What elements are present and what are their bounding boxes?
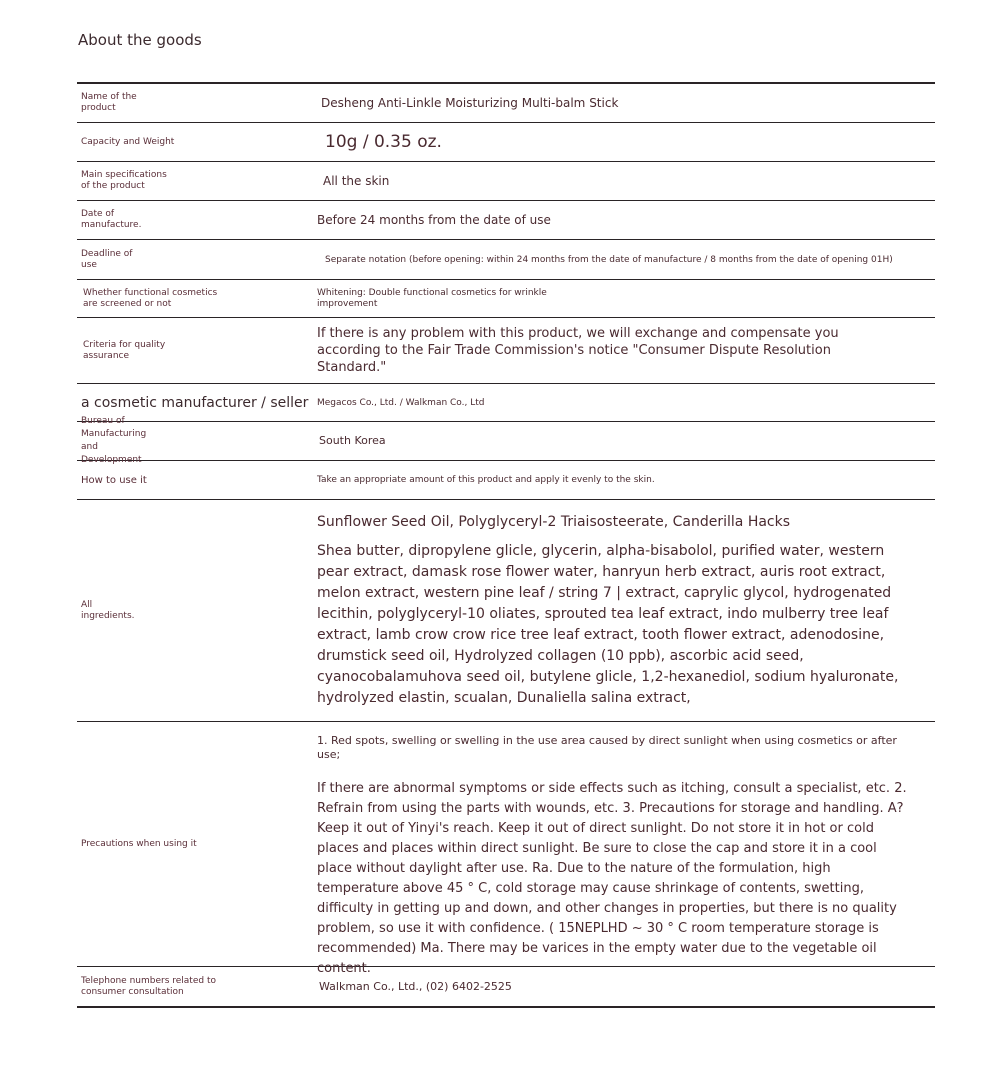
table-row	[77, 500, 935, 722]
row-value: If there is any problem with this product, we will exchange and compensate you according to the Fair Trade Commission's notice "Consumer Dispute Resolution Standard."	[317, 326, 839, 375]
row-label: Telephone numbers related to consumer consultation	[81, 975, 216, 997]
row-value: Take an appropriate amount of this product and apply it evenly to the skin.	[317, 475, 655, 485]
row-label: Bureau of Manufacturing and Development	[81, 416, 147, 465]
row-value: Desheng Anti-Linkle Moisturizing Multi-balm Stick	[321, 96, 619, 110]
row-value: Whitening: Double functional cosmetics for wrinkle improvement	[317, 287, 547, 309]
row-label: Date of manufacture.	[81, 209, 142, 230]
row-label: Capacity and Weight	[81, 136, 175, 147]
row-label: Deadline of use	[81, 248, 133, 270]
table-row	[77, 722, 935, 976]
table-row	[77, 416, 935, 465]
table-row	[77, 384, 935, 422]
row-label: Precautions when using it	[81, 838, 197, 849]
row-value: Walkman Co., Ltd., (02) 6402-2525	[319, 979, 512, 993]
table-row	[77, 162, 935, 201]
table-row	[77, 240, 935, 280]
row-value: 10g / 0.35 oz.	[325, 132, 442, 152]
row-value: All the skin	[323, 174, 390, 188]
row-label: Main specifications of the product	[81, 170, 167, 191]
table-row	[77, 967, 935, 1008]
table-row	[77, 84, 935, 123]
row-value: South Korea	[319, 434, 386, 447]
table-row	[77, 280, 935, 318]
row-label: a cosmetic manufacturer / seller	[81, 394, 309, 411]
row-label: All ingredients.	[81, 599, 135, 621]
row-label: Whether functional cosmetics are screened or not	[83, 287, 218, 309]
row-value: Before 24 months from the date of use	[317, 213, 551, 227]
ingredients-first-line: Sunflower Seed Oil, Polyglyceryl-2 Triaisosteerate, Canderilla Hacks	[317, 514, 791, 530]
table-row	[77, 318, 935, 384]
ingredients-list: Shea butter, dipropylene glicle, glycerin, alpha-bisabolol, purified water, western pear extract, damask rose flower water, hanryun herb extract, auris root extract, melon extract, western pine leaf / string 7 | extract, caprylic glycol, hydrogenated lecithin, polyglyceryl-10 oliates, sprouted tea leaf extract, indo mulberry tree leaf extract, lamb crow crow rice tree leaf extract, tooth flower extract, adenodosine, drumstick seed oil, Hydrolyzed collagen (10 ppb), ascorbic acid seed, cyanocobalamuhova seed oil, butylene glicle, 1,2-hexanediol, sodium hyaluronate, hydrolyzed elastin, scualan, Dunaliella salina extract,	[317, 543, 899, 706]
precautions-first-line: 1. Red spots, swelling or swelling in the use area caused by direct sunlight when using cosmetics or after use;	[317, 734, 897, 761]
row-label: Name of the product	[81, 92, 137, 113]
row-label: Criteria for quality assurance	[83, 339, 166, 361]
row-value: Megacos Co., Ltd. / Walkman Co., Ltd	[317, 397, 485, 408]
table-row	[77, 201, 935, 240]
precautions-text: If there are abnormal symptoms or side effects such as itching, consult a specialist, etc. 2. Refrain from using the parts with wounds, etc. 3. Precautions for storage and handling. A? Keep it out of Yinyi's reach. Keep it out of direct sunlight. Do not store it in hot or cold places and places within direct sunlight. Be sure to close the cap and store it in a cool place without daylight after use. Ra. Due to the nature of the formulation, high temperature above 45 ° C, cold storage may cause shrinkage of contents, swetting, difficulty in getting up and down, and other changes in properties, but there is no quality problem, so use it with confidence. ( 15NEPLHD ~ 30 ° C room temperature storage is recommended) Ma. There may be varices in the empty water due to the vegetable oil content.	[317, 781, 907, 976]
page-title: About the goods	[78, 31, 202, 49]
row-value: Separate notation (before opening: within 24 months from the date of manufacture / 8 months from the date of opening 01H)	[325, 254, 893, 265]
row-label: How to use it	[81, 474, 147, 486]
table-row	[77, 461, 935, 500]
product-info-table	[77, 82, 935, 1008]
ingredients-cell	[317, 500, 935, 721]
table-row	[77, 123, 935, 162]
precautions-cell	[317, 722, 935, 976]
